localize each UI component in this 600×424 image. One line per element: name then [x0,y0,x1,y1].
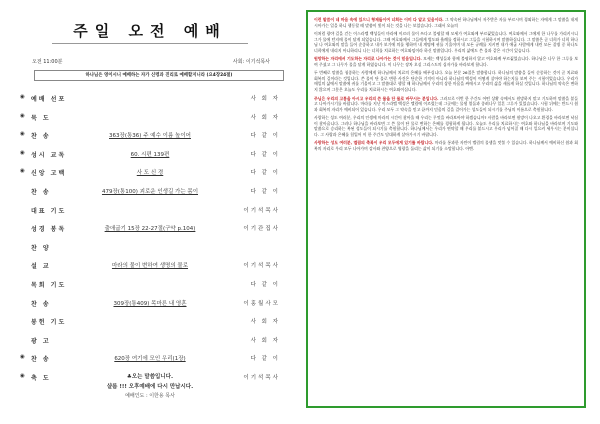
order-label: 성경 봉독 [31,226,67,234]
order-label: 예배 선포 [31,96,67,103]
call-to-worship-verse: 하나님은 영이시니 예배하는 자가 신령과 진리로 예배할지니라 (요4장24절) [34,70,284,81]
order-row [20,258,280,277]
sermon-highlight: 원망하는 자리에서 기도하는 자리로 나아가는 것이 믿음입니다. [314,56,422,62]
service-time: 오전 11:00분 [32,59,63,65]
sermon-text: 마라를 통과한 자만이 엘림의 물샘을 맛볼 수 있습니다. 하나님께서 예비하신 쉼과 회복의 자리로 우리 모두 나아가며 감사와 찬양으로 영광을 돌리는 삶이 되기를 소망합니다. 아멘. [314,140,578,151]
order-content: 620장 여기에 모인 우리(1장) [114,356,186,363]
order-row [20,184,280,203]
order-row [20,165,280,184]
order-person: 다 같 이 [250,281,280,288]
sermon-paragraph [314,70,578,92]
sermon-paragraph [314,17,578,28]
sermon-paragraph [314,31,578,53]
bullet-icon: ◉ [20,112,25,119]
order-person: 이기관집사 [243,226,280,233]
sermon-text: 그 약속된 하나님께서 저주받은 자를 부르시며 경외하는 자에게 그 말씀을 내게 시아가는 일을 하니 행동할 때 말씀이 빛이 되는 것을 나는 보았습니다. 그래서 오늘의 [314,17,578,28]
order-person: 다 같 이 [250,133,280,140]
order-label: 찬 송 [31,300,51,308]
order-row [20,296,280,315]
order-person: 다 같 이 [250,151,280,158]
order-row [20,128,280,147]
order-person: 이기석목사 [243,263,280,270]
order-label: 성시 교독 [31,151,67,159]
order-person: 다 같 이 [250,170,280,177]
order-label: 설 교 [31,263,51,271]
order-label: 신앙 고백 [31,170,67,178]
order-person: 다 같 이 [250,356,280,363]
order-content: 479장(통100) 괴로운 인생길 가는 몸이 [101,188,199,195]
sermon-paragraph [314,96,578,113]
order-row [20,110,280,129]
order-row [20,221,280,240]
bullet-icon: ◉ [20,168,25,175]
title-divider [52,43,248,44]
sermon-text: 사랑하는 성도 여러분, 우리의 인생에 마라의 시간이 찾아올 때 우리는 무엇을 바라보아야 하겠습니까? 사람을 바라보면 원망이 나오고 환경을 바라보면 낙심이 찾아옵니다. 그러나 하나님을 바라보면 그 쓴 물이 단 물로 변하는 은혜를 경험하게 됩니다. 오늘도 우리를 치료하시는 여호와 하나님을 바라보며 기도와 말씀으로 승리하는 복된 성도들이 되시기를 축원합니다. 하나님께서는 우리가 연약할 때 우리를 붙드시고 우리가 넘어질 때 다시 일으켜 세우시는 분이십니다. 그 사랑과 은혜를 힘입어 이 한 주간도 담대하게 살아가시기 바랍니다. [314,115,578,137]
order-row [20,351,280,370]
order-label: 축 도 [31,374,51,382]
sermon-text: 그러므로 이번 한 주간도 어떤 상황 속에서도 원망하지 말고 기도하며 말씀을 붙들고 나아가시기를 바랍니다. 마라를 지난 이스라엘 백성은 엘림에 이르렀는데 그곳에는 물샘 열둘과 종려나무 일흔 그루가 있었습니다. 시험 뒤에는 반드시 쉼과 회복의 자리가 예비되어 있습니다. 우리 모두 그 약속을 믿고 끝까지 믿음의 길을 걸어가는 성도들이 되시기를 주님의 이름으로 축원합니다. [314,95,578,112]
order-row [20,314,280,333]
sermon-highlight: 주님은 우리의 고통을 아시고 우리의 쓴 물을 단 물로 바꾸시는 분입니다. [314,95,439,101]
bullet-icon: ◉ [20,131,25,138]
order-person: 이홍월사모 [243,300,280,307]
order-person: 이기석목사 [243,374,280,381]
sermon-highlight: 이런 말씀이 네 마음 속에 있으니 형제들이여 너희는 이미 다 알고 있음이라. [314,17,444,22]
service-leader: 사회: 이기석목사 [232,59,270,65]
order-row [20,91,280,110]
sermon-paragraph [314,140,578,151]
bullet-icon: ◉ [20,354,25,361]
order-person: 사 회 자 [250,337,280,344]
sermon-paragraph [314,56,578,67]
bullet-icon: ◉ [20,149,25,156]
order-content: 363장(통36) 주 예수 이름 높이어 [109,133,191,140]
order-label: 목회 기도 [31,281,67,289]
order-content: 마라의 물이 변하여 생명의 물로 [111,263,189,270]
order-row [20,240,280,259]
order-person: 다 같 이 [250,188,280,195]
order-person: 사 회 자 [250,319,280,326]
order-label: 묵 도 [31,114,51,122]
order-label: 찬 송 [31,133,51,141]
order-label: 찬 송 [31,356,51,364]
order-label: 대표 기도 [31,207,67,215]
order-label: 광 고 [31,337,51,345]
bulletin-title: 주일 오전 예배 [73,22,227,40]
sermon-highlight: 사랑하는 성도 여러분, 엘림의 축복이 우리 모두에게 있기를 바랍니다. [314,140,434,146]
order-row [20,333,280,352]
sermon-paragraph [314,115,578,137]
order-person: 사 회 자 [250,96,280,102]
order-of-service [20,91,280,389]
order-row [20,203,280,222]
sermon-text: 두 번째로 말씀을 청종하는 사람에게 하나님께서 치료의 은혜를 베푸십니다. 오늘 본문 26절은 말씀합니다. 하나님의 말씀을 들어 순종하는 것이 곧 치료와 회복의 길이라는 것입니다. 쓴 물이 단 물로 변한 사건은 단순한 기적이 아니라 하나님의 백성이 어떻게 살아야 하는지를 보여 주는 시험이었습니다. 우리가 매일의 삶에서 말씀에 귀를 기울이고 그 말씀대로 행할 때 하나님께서 우리의 상한 마음을 싸매시고 우리의 삶을 새롭게 하실 것입니다. 하나님의 약속은 변하지 않으며 그분은 오늘도 우리를 치료하시는 여호와이십니다. [314,70,578,93]
order-row [20,147,280,166]
order-label: 찬 양 [31,244,51,252]
order-label: 봉헌 기도 [31,319,67,327]
worship-leader: 예배인도 : 이한용 목사 [125,393,175,399]
order-person: 사 회 자 [250,114,280,121]
order-content: 309장(통409) 목마른 내 영혼 [113,300,187,307]
closing-greeting: 샬롬 !!! 오후예배에 다시 만납시다. [106,384,194,390]
order-row [20,277,280,296]
order-person: 이기석목사 [243,207,280,214]
sermon-text: 모세는 백성들과 함께 불평하지 않고 여호와께 부르짖었습니다. 하나님은 나무 한 그루를 보여 주셨고 그 나무가 물을 달게 하였습니다. 이 나무는 장차 오실 그리스도의 십자가를 바라보게 합니다. [314,56,578,67]
order-label: 찬 송 [31,188,51,196]
bullet-icon: ◉ [20,94,25,100]
order-content: 출애굽기 15장 22-27절(구약 p.104) [104,226,196,233]
bullet-icon: ◉ [20,372,25,379]
closing-note: ♣오는 말씀입니다. [126,374,174,380]
sermon-text: 이처럼 광야 길을 걷는 이스라엘 백성들이 마라에 이르러 물이 쓰다고 불평할 때 모세가 여호와께 부르짖었습니다. 여호와께서 그에게 한 나무를 가리키시니 그가 물에 던지매 물이 달게 되었습니다. 그때 여호와께서 그들에게 법도와 율례를 정하시고 그들을 시험하시며 말씀하십니다. 그 말씀은 곧 너희가 너희 하나님 나 여호와의 말을 들어 순종하고 내가 보기에 의를 행하며 내 계명에 귀를 기울이며 내 모든 규례를 지키면 내가 애굽 사람에게 내린 모든 질병 중 하나도 너희에게 내리지 아니하리니 나는 너희를 치료하는 여호와임이라 하신 말씀입니다. 우리의 삶에도 쓴 물과 같은 시간이 있습니다. [314,31,578,53]
order-content: 사 도 신 경 [136,170,164,177]
order-content: 60. 시편 139편 [130,151,170,158]
sermon-panel [306,10,586,408]
